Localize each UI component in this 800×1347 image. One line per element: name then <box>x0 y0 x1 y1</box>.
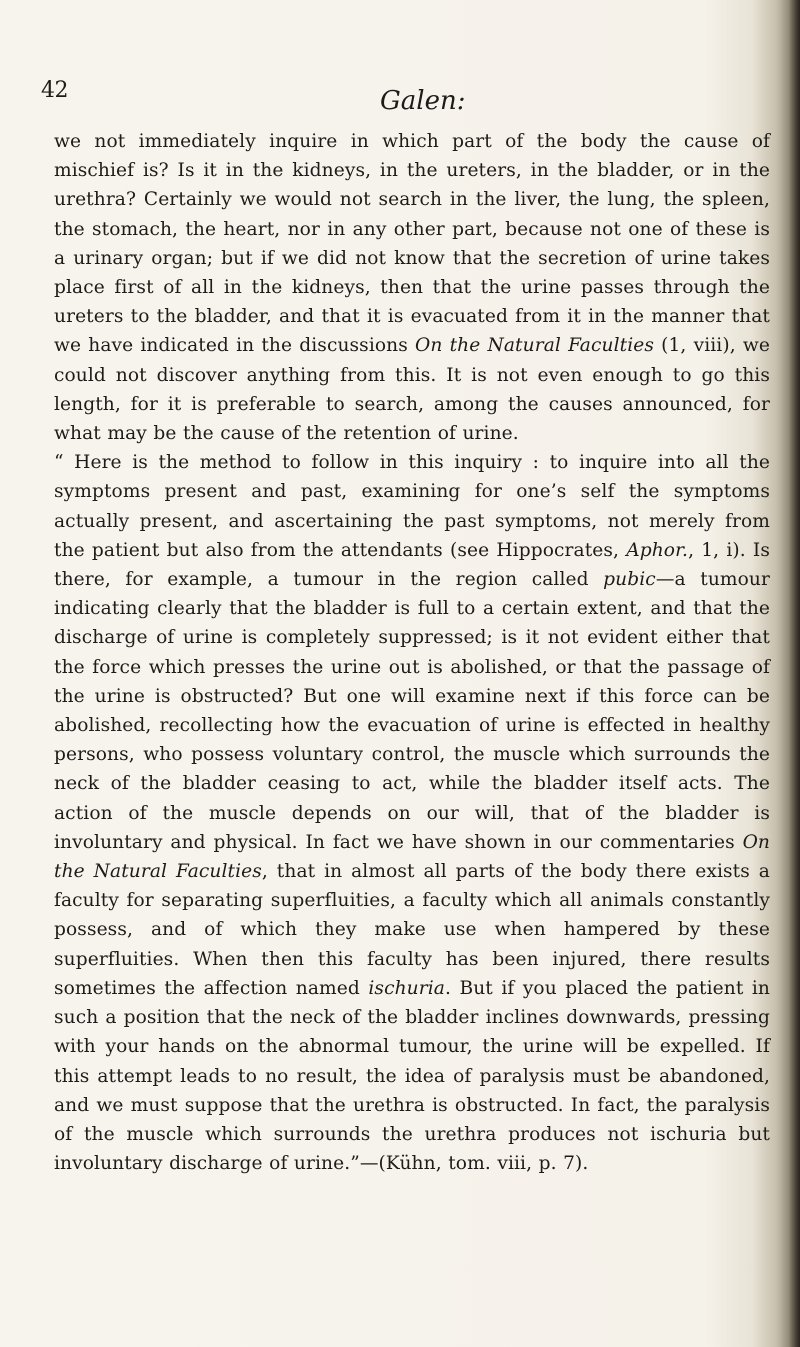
paragraph-1-text-a: we not immediately inquire in which part of the body the cause of mischief is? Is it in the kidneys, in the ureters, in the bladder, or in the urethra? Certainly we would not search in the liver, the lung, the spleen, the stomach, the heart, nor in any other part, because not one of these is a urinary organ; but if we did not know that the secretion of urine takes place first of all in the kidneys, then that the urine passes through the ureters to the bladder, and that it is evacuated from it in the manner that we have indicated in the discussions <box>54 131 770 357</box>
paragraph-2-text-b: , 1, i). Is there, for example, a tumour in the region called <box>54 539 770 591</box>
running-head: Galen: <box>380 86 466 116</box>
pubic-term: pubic <box>603 569 656 591</box>
paragraph-1 <box>54 127 770 448</box>
body-text <box>54 127 770 1178</box>
page-number: 42 <box>41 78 68 103</box>
book-title-natural-faculties-2: On the Natural Faculties <box>54 831 770 883</box>
paragraph-2 <box>54 448 770 1178</box>
paragraph-2-text-a: “ Here is the method to follow in this inquiry : to inquire into all the symptoms present and past, examining for one’s self the symptoms actually present, and ascertaining the past symptoms, not merely from the patient but also from the attendants (see Hippocrates, <box>54 452 770 561</box>
aphorisms-reference: Aphor. <box>626 539 689 561</box>
paragraph-2-text-d: , that in almost all parts of the body there exists a faculty for separating superfluities, a faculty which all animals constantly possess, and of which they make use when hampered by these superfluities. When then this faculty has been injured, there results sometimes the affection named <box>54 861 770 999</box>
paragraph-2-text-e: . But if you placed the patient in such a position that the neck of the bladder inclines downwards, pressing with your hands on the abnormal tumour, the urine will be expelled. If this attempt leads to no result, the idea of paralysis must be abandoned, and we must suppose that the urethra is obstructed. In fact, the paralysis of the muscle which surrounds the urethra produces not ischuria but involuntary discharge of urine.”—(Kühn, tom. viii, p. 7). <box>54 977 770 1175</box>
book-title-natural-faculties: On the Natural Faculties <box>415 335 654 357</box>
paragraph-2-text-c: —a tumour indicating clearly that the bladder is full to a certain extent, and that the discharge of urine is completely suppressed; is it not evident either that the force which presses the urine out is abolished, or that the passage of the urine is obstructed? But one will examine next if this force can be abolished, recollecting how the evacuation of urine is effected in healthy persons, who possess voluntary control, the muscle which surrounds the neck of the bladder ceasing to act, while the bladder itself acts. The action of the muscle depends on our will, that of the bladder is involuntary and physical. In fact we have shown in our commentaries <box>54 569 770 853</box>
page-edge-shadow <box>782 0 800 1347</box>
ischuria-term: ischuria <box>368 977 445 999</box>
paragraph-1-text-b: (1, viii), we could not discover anything from this. It is not even enough to go this length, for it is preferable to search, among the causes announced, for what may be the cause of the retention of urine. <box>54 335 770 445</box>
